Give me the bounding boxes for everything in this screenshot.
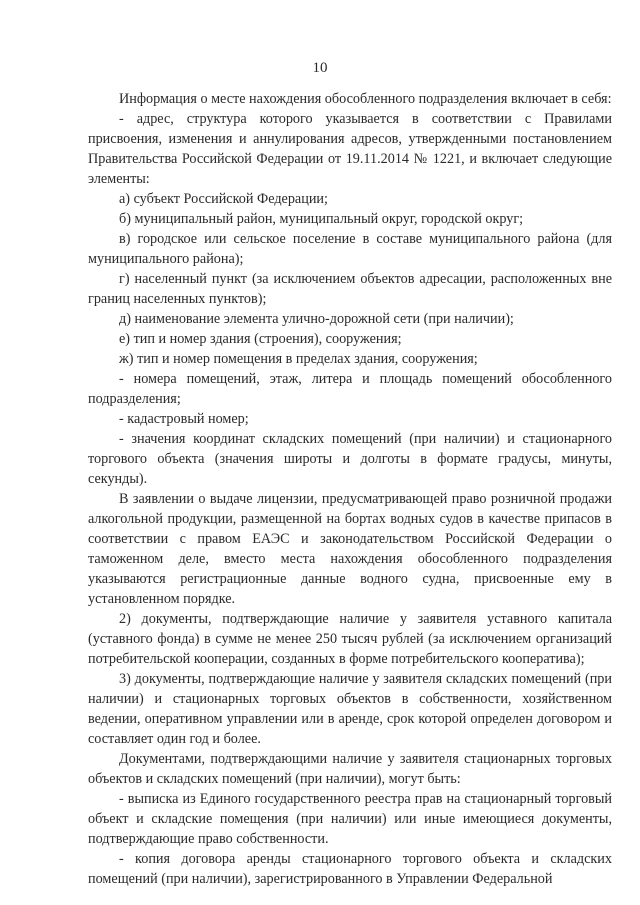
list-item-d: д) наименование элемента улично-дорожной сети (при наличии);: [119, 311, 514, 327]
list-item-zh: ж) тип и номер помещения в пределах здания, сооружения;: [119, 351, 478, 367]
paragraph-address-structure: - адрес, структура которого указывается в соответствии с Правилами присвоения, изменения и аннулирования адресов, утвержденными постановлением Правительства Российской Федерации от 19.11.2014 № 1221, и включает следующие элементы:: [88, 111, 612, 187]
paragraph-registry-extract: - выписка из Единого государственного реестра прав на стационарный торговый объект и складские помещения (при наличии) или иные имеющиеся документы, подтверждающие право собственности.: [88, 791, 612, 847]
page-number: 10: [312, 60, 328, 76]
list-item-g: г) населенный пункт (за исключением объектов адресации, расположенных вне границ населенных пунктов);: [88, 271, 612, 307]
list-item-v: в) городское или сельское поселение в составе муниципального района (для муниципального района);: [88, 231, 612, 267]
paragraph-lease-copy: - копия договора аренды стационарного торгового объекта и складских помещений (при наличии), зарегистрированного в Управлении Федеральной: [88, 851, 612, 887]
paragraph-cadastral-number: - кадастровый номер;: [119, 411, 249, 427]
list-item-b: б) муниципальный район, муниципальный округ, городской округ;: [119, 211, 524, 227]
list-item-e: е) тип и номер здания (строения), сооружения;: [119, 331, 402, 347]
paragraph-room-numbers: - номера помещений, этаж, литера и площадь помещений обособленного подразделения;: [88, 371, 612, 407]
paragraph-confirming-documents: Документами, подтверждающими наличие у заявителя стационарных торговых объектов и складских помещений (при наличии), могут быть:: [88, 751, 612, 787]
paragraph-authorized-capital: 2) документы, подтверждающие наличие у заявителя уставного капитала (уставного фонда) в сумме не менее 250 тысяч рублей (за исключением организаций потребительской кооперации, созданных в форме потребительского кооператива);: [88, 611, 612, 667]
document-body: [88, 89, 612, 889]
paragraph-coordinates: - значения координат складских помещений (при наличии) и стационарного торгового объекта (значения широты и долготы в формате градусы, минуты, секунды).: [88, 431, 612, 487]
paragraph-license-vessels: В заявлении о выдаче лицензии, предусматривающей право розничной продажи алкогольной продукции, размещенной на бортах водных судов в качестве припасов в соответствии с правом ЕАЭС и законодательством Российской Федерации о таможенном деле, вместо места нахождения обособленного подразделения указываются регистрационные данные водного судна, присвоенные ему в установленном порядке.: [88, 491, 612, 607]
paragraph-warehouse-documents: 3) документы, подтверждающие наличие у заявителя складских помещений (при наличии) и стационарных торговых объектов в собственности, хозяйственном ведении, оперативном управлении или в аренде, срок которой определен договором и составляет один год и более.: [88, 671, 612, 747]
list-item-a: а) субъект Российской Федерации;: [119, 191, 328, 207]
paragraph-location-info-intro: Информация о месте нахождения обособленного подразделения включает в себя:: [119, 91, 612, 107]
